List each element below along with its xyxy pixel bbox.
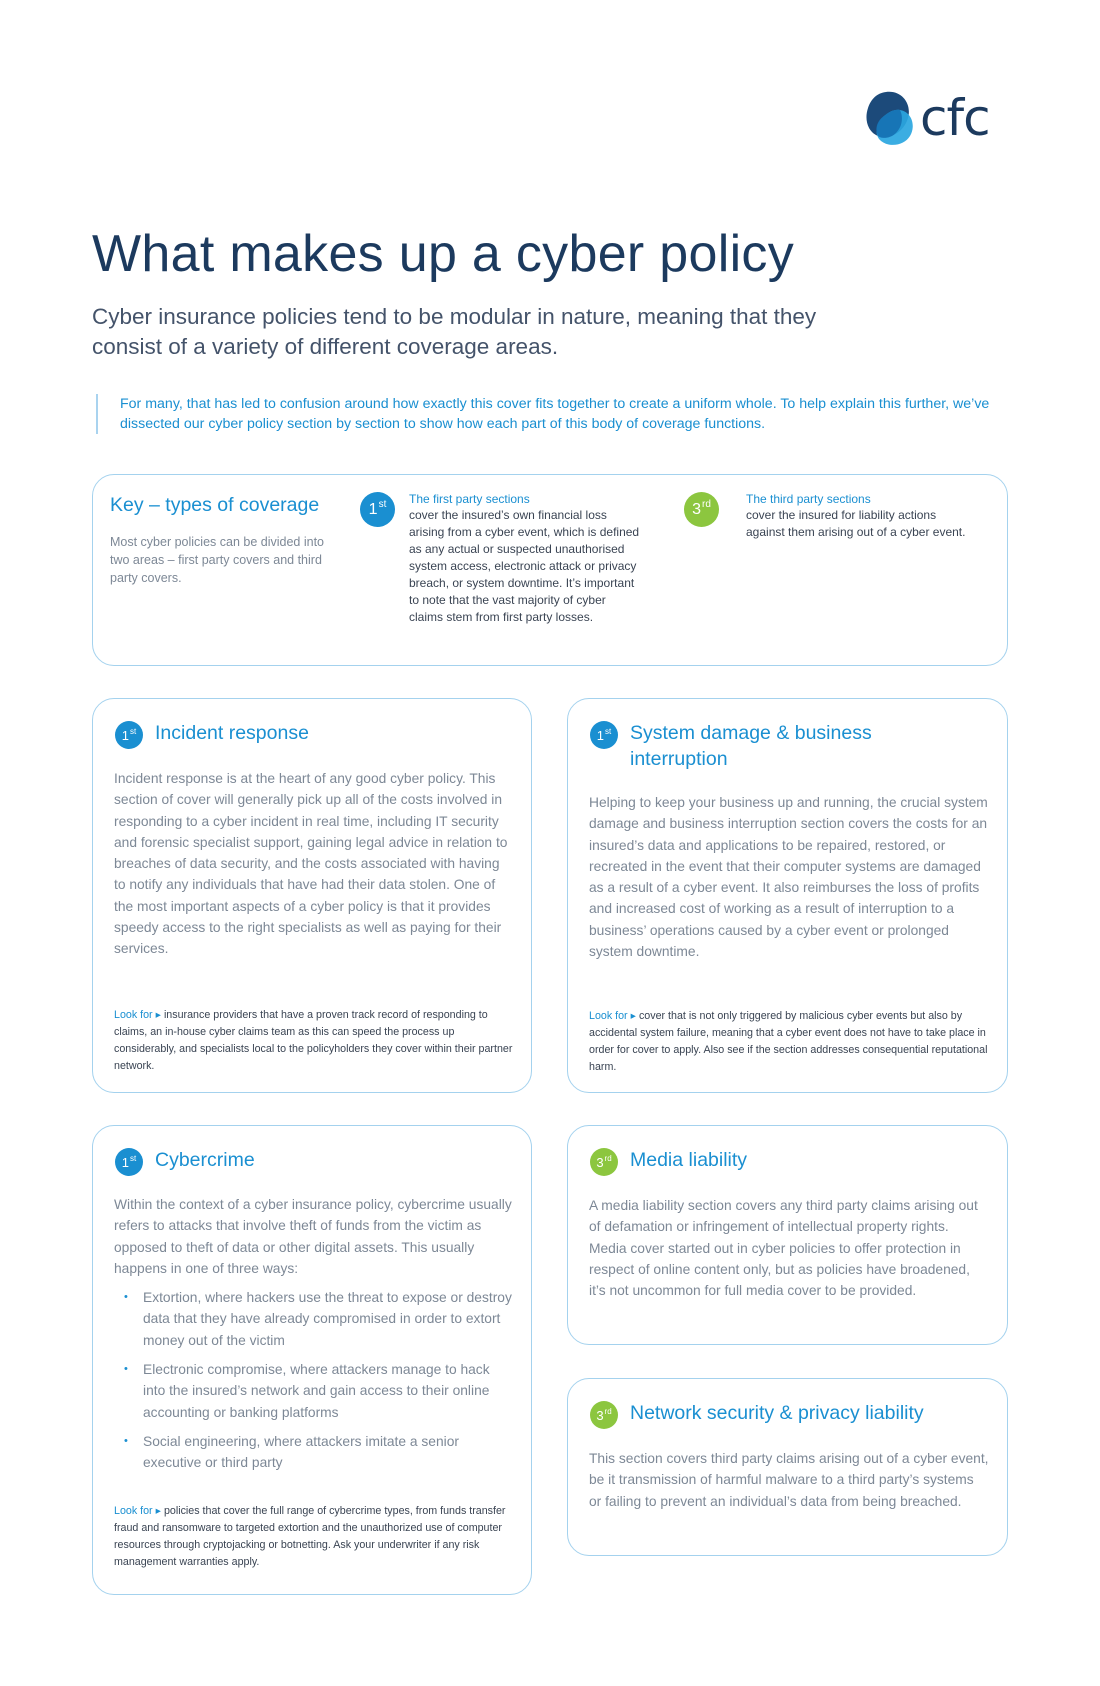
page-title: What makes up a cyber policy [92,225,795,283]
incident-response-card [92,698,532,1093]
cfc-logo [862,88,1012,152]
system-damage-card [567,698,1008,1093]
page-subtitle: Cyber insurance policies tend to be modular in nature, meaning that they consist of a variety of different coverage areas. [92,304,817,359]
third-party-badge-icon: 3 $^{rd}$ [684,492,719,527]
look-for-label: Look for ▸ [114,1009,161,1021]
look-for-label: Look for ▸ [114,1505,161,1517]
media-liability-title: Media liability [630,1149,748,1171]
key-box [92,474,1008,666]
incident-response-look-for: Look for ▸ insurance providers that have a proven track record of responding to claims, an in-house cyber claims team as this can speed the process up considerably, and specialists local to the policyholders they cover within their partner network. [114,1009,513,1072]
third-party-badge-icon: 3 $^{rd}$ [590,1148,618,1176]
cybercrime-body [114,1194,514,1482]
cybercrime-title: Cybercrime [155,1149,255,1171]
first-party-badge-icon: 1 $^{st}$ [360,492,395,527]
logo-mark-icon [862,88,918,148]
key-first-party-title: The first party sections [409,492,530,506]
network-security-body: This section covers third party claims arising out of a cyber event, be it transmission of harmful malware to a third party’s systems or failing to prevent an individual’s data from being breached. [589,1451,989,1509]
system-damage-look-for: Look for ▸ cover that is not only triggered by malicious cyber events but also by accidental system failure, meaning that a cyber event does not have to take place in order for cover to apply. Also see if the section addresses consequential reputational harm. [589,1010,988,1073]
logo-text: cfc [920,89,990,147]
key-first-party-text: cover the insured’s own financial loss arising from a cyber event, which is defined as any actual or suspected unauthorised system access, electronic attack or privacy breach, or system downtime. It’s important to note that the vast majority of cyber claims stem from first party losses. [409,508,640,624]
cybercrime-card [92,1125,532,1595]
key-title: Key – types of coverage [110,494,320,516]
incident-response-title: Incident response [155,722,309,744]
list-item: • Social engineering, where attackers imitate a senior executive or third party [114,1431,514,1474]
network-security-card [567,1378,1008,1556]
key-description: Most cyber policies can be divided into two areas – first party covers and third party covers. [110,535,325,585]
system-damage-body: Helping to keep your business up and running, the crucial system damage and business interruption section covers the costs for an insured’s data and applications to be repaired, restored, or recreated in the event that their computer systems are damaged as a result of a cyber event. It also reimburses the loss of profits and increased cost of working as a result of interruption to a business’ operations caused by a cyber event or prolonged system downtime. [589,795,988,960]
first-party-badge-icon: 1 $^{st}$ [115,1148,143,1176]
third-party-badge-icon: 3 $^{rd}$ [590,1401,618,1429]
first-party-badge-icon: 1 $^{st}$ [590,721,618,749]
list-item: • Electronic compromise, where attackers manage to hack into the insured’s network and gain access to their online accounting or banking platforms [114,1359,514,1423]
list-item: • Extortion, where hackers use the threat to expose or destroy data that they have already compromised in order to extort money out of the victim [114,1287,514,1351]
key-third-party-title: The third party sections [746,492,871,506]
key-third-party-text: cover the insured for liability actions against them arising out of a cyber event. [746,508,966,539]
cybercrime-intro: Within the context of a cyber insurance policy, cybercrime usually refers to attacks that involve theft of funds from the victim as opposed to theft of data or other digital assets. This usually happens in one of three ways: [114,1197,512,1276]
media-liability-card [567,1125,1008,1345]
look-for-label: Look for ▸ [589,1010,636,1022]
cybercrime-look-for: Look for ▸ policies that cover the full range of cybercrime types, from funds transfer fraud and ransomware to targeted extortion and the unauthorized use of computer resources through cryptojacking or botnetting. Ask your underwriter if any risk management warranties apply. [114,1505,506,1568]
first-party-badge-icon: 1 $^{st}$ [115,721,143,749]
media-liability-body: A media liability section covers any third party claims arising out of defamation or infringement of intellectual property rights. Media cover started out in cyber policies to offer protection in respect of online content only, but as policies have broadened, it’s not uncommon for full media cover to be provided. [589,1198,978,1299]
key-first-party [409,491,641,626]
intro-text: For many, that has led to confusion around how exactly this cover fits together to create a uniform whole. To help explain this further, we’ve dissected our cyber policy section by section to show how each part of this body of coverage functions. [96,394,1006,434]
network-security-title: Network security & privacy liability [630,1402,924,1424]
key-third-party [746,491,978,541]
incident-response-body: Incident response is at the heart of any good cyber policy. This section of cover will generally pick up all of the costs involved in responding to a cyber incident in real time, including IT security and forensic specialist support, gaining legal advice in relation to breaches of data security, and the costs associated with having to notify any individuals that have had their data stolen. One of the most important aspects of a cyber policy is that it provides speedy access to the right specialists as well as paying for their services. [114,771,508,957]
system-damage-title: System damage & business interruption [630,722,872,770]
cybercrime-list [114,1287,514,1473]
